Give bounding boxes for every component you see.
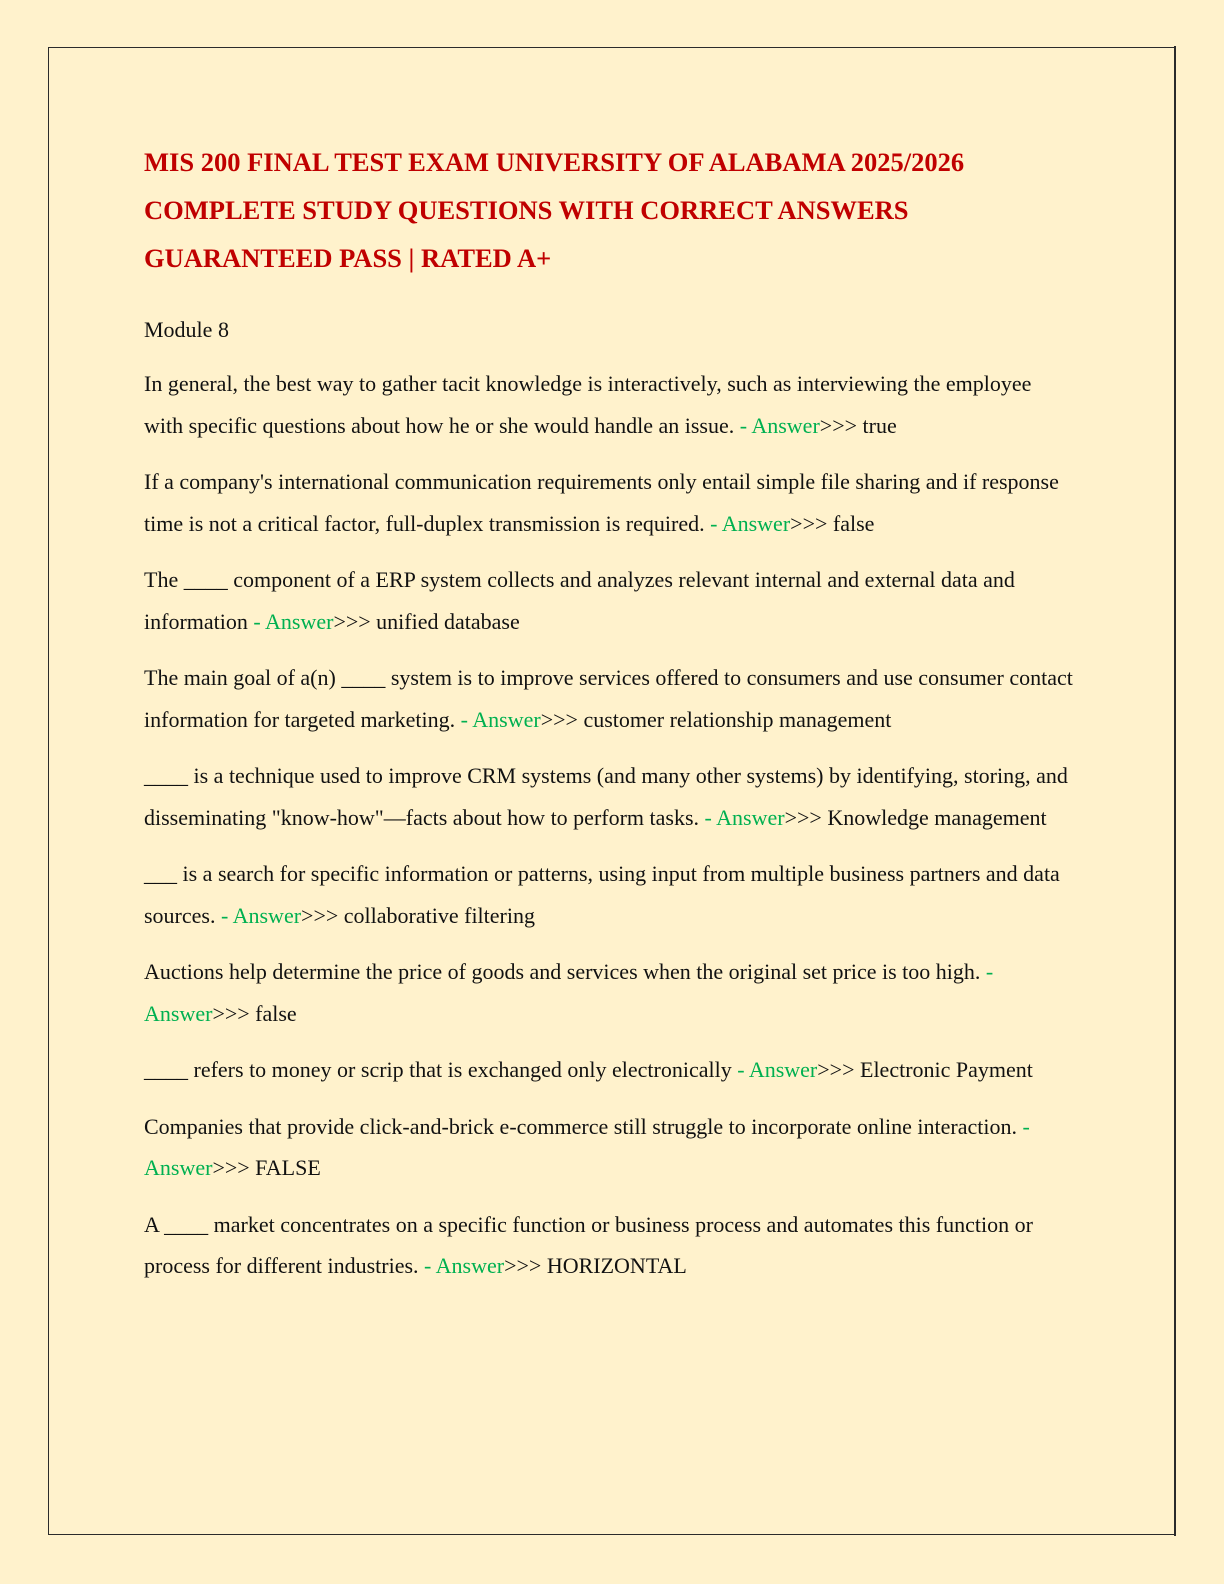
question-text: In general, the best way to gather tacit knowledge is interactively, such as interviewing the employee with specific questions about how he or she would handle an issue. [144, 371, 1032, 438]
answer-label: Answer [144, 1155, 213, 1180]
module-heading: Module 8 [144, 317, 229, 342]
qa-item [144, 755, 1074, 838]
answer-dash: - [455, 706, 473, 732]
document-body [144, 138, 1074, 1287]
qa-list [144, 363, 1074, 1287]
qa-item [144, 461, 1074, 544]
answer-dash: - [247, 608, 265, 634]
answer-dash: - [734, 412, 752, 438]
answer-label: Answer [265, 608, 334, 634]
question-text: Auctions help determine the price of goods and services when the original set price is too high. [144, 959, 981, 984]
answer-dash: - [980, 959, 994, 984]
answer-arrows: >>> [790, 510, 833, 536]
answer-label: Answer [751, 412, 820, 438]
answer-text: unified database [376, 608, 520, 634]
answer-label: Answer [472, 706, 541, 732]
answer-arrows: >>> [333, 608, 377, 634]
page-border-right-edge [1174, 46, 1176, 1536]
answer-arrows: >>> [212, 1000, 256, 1026]
answer-dash: - [704, 510, 722, 536]
qa-item [144, 951, 1074, 1034]
answer-label: Answer [748, 1057, 818, 1082]
answer-text: false [832, 510, 875, 536]
answer-arrows: >>> [540, 706, 584, 732]
answer-label: Answer [435, 1253, 505, 1278]
answer-text: customer relationship management [583, 706, 892, 732]
answer-arrows: >>> [212, 1155, 256, 1180]
answer-text: FALSE [255, 1155, 321, 1180]
answer-arrows: >>> [301, 902, 344, 928]
answer-arrows: >>> [784, 804, 828, 830]
question-text: A ____ market concentrates on a specific function or business process and automates this function or process for different industries. [144, 1211, 1033, 1278]
question-text: ___ is a search for specific information or patterns, using input from multiple business partners and data sources. [144, 861, 1060, 928]
answer-label: Answer [721, 510, 791, 536]
answer-arrows: >>> [819, 412, 863, 438]
answer-text: HORIZONTAL [546, 1253, 687, 1278]
title-line: MIS 200 FINAL TEST EXAM UNIVERSITY OF ALABAMA 2025/2026 [144, 147, 965, 177]
question-text: The main goal of a(n) ____ system is to improve services offered to consumers and use consumer contact information for targeted marketing. [144, 665, 1073, 732]
qa-item [144, 559, 1074, 642]
qa-item [144, 657, 1074, 740]
answer-text: false [255, 1000, 297, 1026]
answer-dash: - [1017, 1113, 1030, 1139]
question-text: The ____ component of a ERP system collects and analyzes relevant internal and external data and information [144, 567, 1015, 634]
title-line: COMPLETE STUDY QUESTIONS WITH CORRECT ANSWERS [144, 195, 909, 225]
answer-dash: - [699, 804, 717, 830]
qa-item [144, 1204, 1074, 1287]
question-text: ____ refers to money or scrip that is exchanged only electronically [144, 1057, 732, 1082]
qa-item [144, 1049, 1074, 1091]
document-title [144, 138, 1074, 282]
question-text: If a company's international communication requirements only entail simple file sharing and if response time is not a critical factor, full-duplex transmission is required. [144, 469, 1059, 536]
answer-text: collaborative filtering [343, 902, 535, 928]
question-text: Companies that provide click-and-brick e-commerce still struggle to incorporate online interaction. [144, 1113, 1017, 1139]
answer-dash: - [215, 902, 233, 928]
answer-text: true [862, 412, 897, 438]
qa-item [144, 363, 1074, 446]
qa-item [144, 853, 1074, 936]
answer-label: Answer [232, 902, 302, 928]
answer-arrows: >>> [817, 1057, 860, 1082]
title-line: GUARANTEED PASS | RATED A+ [144, 243, 552, 273]
question-text: ____ is a technique used to improve CRM systems (and many other systems) by identifying, storing, and disseminating "know-how"—facts about how to perform tasks. [144, 763, 1068, 830]
answer-dash: - [418, 1253, 436, 1278]
answer-dash: - [731, 1057, 749, 1082]
answer-text: Knowledge management [827, 804, 1047, 830]
qa-item [144, 1106, 1074, 1189]
answer-text: Electronic Payment [860, 1057, 1033, 1082]
answer-arrows: >>> [504, 1253, 547, 1278]
answer-label: Answer [716, 804, 785, 830]
answer-label: Answer [144, 1000, 213, 1026]
